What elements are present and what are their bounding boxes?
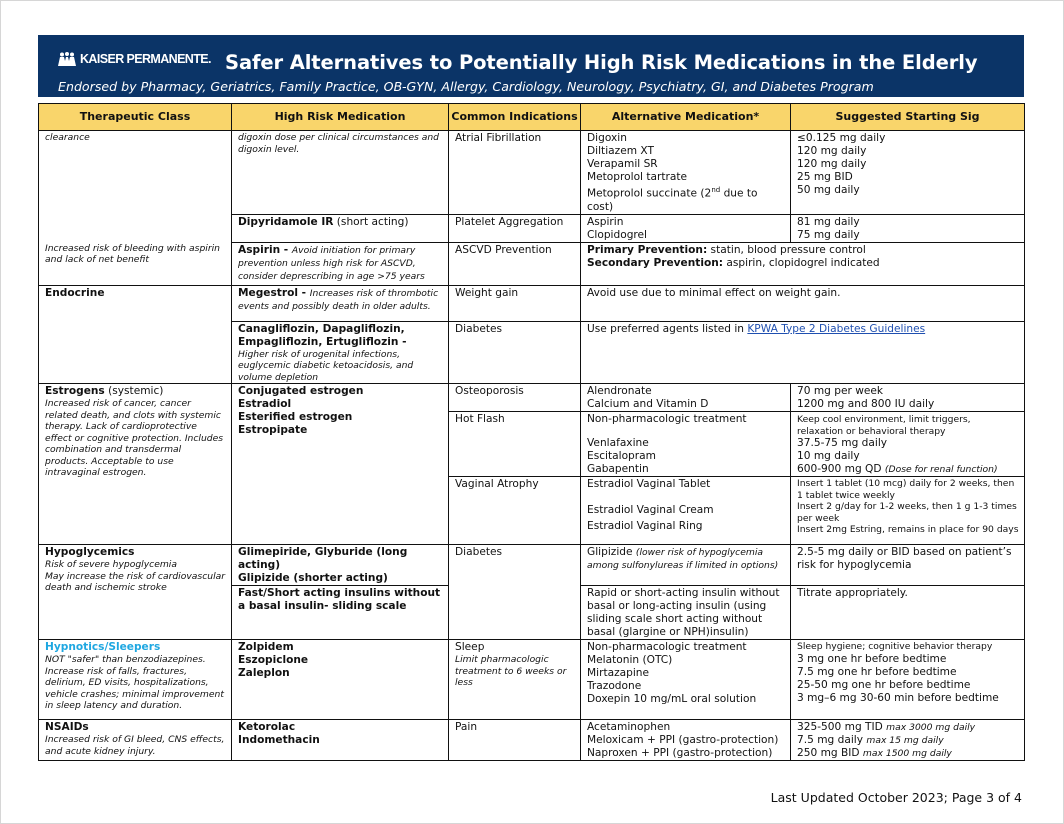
indication-cell: Diabetes <box>449 321 581 384</box>
class-name: Estrogens <box>45 385 105 398</box>
indication-cell: Atrial Fibrillation <box>449 131 581 215</box>
med-name: Esterified estrogen <box>238 411 353 424</box>
med-name: Zolpidem <box>238 641 294 654</box>
therapeutic-class-cell <box>39 640 232 720</box>
alternative-item: Mirtazapine <box>587 667 650 680</box>
class-note: Risk of severe hypoglycemia <box>45 559 177 571</box>
alternative-cell <box>581 412 791 477</box>
sig-item: Sleep hygiene; cognitive behavior therapy <box>797 641 993 653</box>
med-name: Zaleplon <box>238 667 290 680</box>
label: Primary Prevention: <box>587 243 708 256</box>
therapeutic-class-cell <box>39 545 232 640</box>
high-risk-med-cell <box>232 285 449 321</box>
alt-text: due to cost) <box>587 187 758 213</box>
primary-prevention <box>587 244 1019 257</box>
alternative-item: Gabapentin <box>587 463 649 476</box>
sig-item: ≤0.125 mg daily <box>797 132 886 144</box>
sig-item: 25-50 mg one hr before bedtime <box>797 678 971 691</box>
alternative-item: Venlafaxine <box>587 437 649 450</box>
sig-cell: Titrate appropriately. <box>791 586 1025 640</box>
document-header <box>38 35 1024 97</box>
sig-note: (Dose for renal function) <box>884 464 998 476</box>
alternative-item: Doxepin 10 mg/mL oral solution <box>587 693 757 706</box>
alternative-item: Clopidogrel <box>587 228 648 241</box>
alternative-item: Estradiol Vaginal Cream <box>587 504 714 517</box>
alternative-item: Aspirin <box>587 215 624 228</box>
class-note: May increase the risk of cardiovascular death and ischemic stroke <box>45 570 226 594</box>
high-risk-med-cell: Fast/Short acting insulins without a basal insulin- sliding scale <box>232 586 449 640</box>
indication-cell: ASCVD Prevention <box>449 242 581 285</box>
sig-cell <box>791 214 1025 242</box>
indication-cell <box>449 640 581 720</box>
sig-item: Insert 1 tablet (10 mcg) daily for 2 weeks, then 1 tablet twice weekly <box>797 478 1015 501</box>
recommendation-cell <box>581 321 1025 384</box>
medication-table <box>38 103 1025 761</box>
indication-cell: Weight gain <box>449 285 581 321</box>
med-name: Dipyridamole IR <box>238 215 334 228</box>
indication-cell: Osteoporosis <box>449 384 581 412</box>
med-name: Conjugated estrogen <box>238 385 364 398</box>
indication-cell: Platelet Aggregation <box>449 214 581 242</box>
sig-item: 25 mg BID <box>797 171 853 183</box>
class-name: Hypnotics/Sleepers <box>45 641 161 654</box>
sig-item: 50 mg daily <box>797 184 860 196</box>
med-note: Higher risk of urogenital infections, euglycemic diabetic ketoacidosis, and volume depletion <box>238 348 414 383</box>
table-row <box>39 720 1025 761</box>
alternative-item: Trazodone <box>587 680 642 693</box>
high-risk-med-cell: digoxin dose per clinical circumstances and digoxin level. <box>232 131 449 215</box>
table-row <box>39 545 1025 586</box>
sig-item: 7.5 mg one hr before bedtime <box>797 665 957 678</box>
alternative-item: Verapamil SR <box>587 158 658 170</box>
therapeutic-class-cell <box>39 384 232 545</box>
alternative-item: Naproxen + PPI (gastro-protection) <box>587 747 773 760</box>
sig-cell <box>791 384 1025 412</box>
class-suffix: (systemic) <box>104 385 164 398</box>
column-header: Common Indications <box>449 104 581 131</box>
table-row <box>39 640 1025 720</box>
high-risk-med-cell <box>232 214 449 242</box>
sig-item: 70 mg per week <box>797 385 884 398</box>
med-name: Glimepiride, Glyburide (long acting) <box>238 546 408 572</box>
alternative-cell <box>581 384 791 412</box>
sig-cell <box>791 131 1025 215</box>
high-risk-med-cell <box>232 545 449 586</box>
text: aspirin, clopidogrel indicated <box>723 256 880 269</box>
sig-item: Insert 2mg Estring, remains in place for 90 days <box>797 524 1019 536</box>
high-risk-med-cell <box>232 720 449 761</box>
sig-item: 3 mg–6 mg 30-60 min before bedtime <box>797 691 999 704</box>
alternative-cell <box>581 640 791 720</box>
alternative-item: Acetaminophen <box>587 721 671 734</box>
indication-cell: Pain <box>449 720 581 761</box>
therapeutic-class-cell <box>39 720 232 761</box>
page-subtitle: Endorsed by Pharmacy, Geriatrics, Family Practice, OB-GYN, Allergy, Cardiology, Neurology, Psychiatry, GI, and Diabetes Program <box>58 79 874 94</box>
alternative-item: Diltiazem XT <box>587 145 654 157</box>
therapeutic-class-cell: Endocrine <box>39 285 232 384</box>
class-note: Increased risk of GI bleed, CNS effects, and acute kidney injury. <box>45 734 225 757</box>
high-risk-med-cell <box>232 321 449 384</box>
alternative-item: Estradiol Vaginal Ring <box>587 520 703 533</box>
alternative-item: Non-pharmacologic treatment <box>587 641 747 654</box>
alternative-cell <box>581 720 791 761</box>
sig-note: max 3000 mg daily <box>886 722 976 734</box>
indication-cell: Hot Flash <box>449 412 581 477</box>
sig-item: 75 mg daily <box>797 228 860 241</box>
sig-note: max 1500 mg daily <box>862 748 952 760</box>
class-name: NSAIDs <box>45 721 89 734</box>
people-logo-icon <box>58 52 76 66</box>
alternative-item: Melatonin (OTC) <box>587 654 673 667</box>
column-header: Alternative Medication* <box>581 104 791 131</box>
med-note: Increases risk of thrombotic events and possibly death in older adults. <box>238 287 439 312</box>
sig-item: Keep cool environment, limit triggers, relaxation or behavioral therapy <box>797 414 971 437</box>
sig-item: 37.5-75 mg daily <box>797 437 888 450</box>
column-header: High Risk Medication <box>232 104 449 131</box>
alternative-cell: Rapid or short-acting insulin without basal or long-acting insulin (using sliding scale short acting without basal (glargine or NPH)insulin) <box>581 586 791 640</box>
logo-text: KAISER PERMANENTE. <box>80 52 211 66</box>
sig-item: 1200 mg and 800 IU daily <box>797 398 935 411</box>
sig-item: 81 mg daily <box>797 215 860 228</box>
alternative-item <box>587 184 785 214</box>
sig-text: 250 mg BID <box>797 747 863 760</box>
sig-note: max 15 mg daily <box>866 735 944 747</box>
sig-text: 325-500 mg TID <box>797 721 887 734</box>
indication-note: Limit pharmacologic treatment to 6 weeks or less <box>455 654 567 689</box>
class-note: Increased risk of bleeding with aspirin and lack of net benefit <box>45 242 220 265</box>
med-name: Canagliflozin, Dapagliflozin, Empagliflozin, Ertugliflozin - <box>238 322 407 348</box>
therapeutic-class-cell <box>39 131 232 286</box>
class-note: NOT "safer" than benzodiazepines. Increase risk of falls, fractures, delirium, ED visits, hospitalizations, vehicle crashes; minimal improvement in sleep latency and duration. <box>45 654 224 712</box>
sig-cell <box>791 720 1025 761</box>
med-name: Estropipate <box>238 424 308 437</box>
alt-note: (lower risk of hypoglycemia among sulfonylureas if limited in options) <box>587 547 779 572</box>
alternative-cell <box>581 214 791 242</box>
med-name: Megestrol - <box>238 286 310 299</box>
med-name: Eszopiclone <box>238 654 309 667</box>
label: Secondary Prevention: <box>587 256 724 269</box>
med-name: Ketorolac <box>238 721 296 734</box>
column-header: Suggested Starting Sig <box>791 104 1025 131</box>
recommendation-cell <box>581 242 1025 285</box>
sig-item <box>797 721 1019 734</box>
table-header-row <box>39 104 1025 131</box>
alternative-item: Digoxin <box>587 132 627 144</box>
alternative-item: Estradiol Vaginal Tablet <box>587 478 711 491</box>
alternative-cell <box>581 545 791 586</box>
column-header: Therapeutic Class <box>39 104 232 131</box>
sig-cell: 2.5-5 mg daily or BID based on patient’s risk for hypoglycemia <box>791 545 1025 586</box>
diabetes-guidelines-link[interactable]: KPWA Type 2 Diabetes Guidelines <box>747 322 926 335</box>
page-title: Safer Alternatives to Potentially High Risk Medications in the Elderly <box>225 51 978 74</box>
high-risk-med-cell <box>232 242 449 285</box>
med-note: Avoid initiation for primary prevention unless high risk for ASCVD, consider deprescribing in age >75 years <box>238 244 425 282</box>
sig-item <box>797 747 1019 760</box>
sig-cell <box>791 640 1025 720</box>
page-footer: Last Updated October 2023; Page 3 of 4 <box>770 790 1022 805</box>
indication-text: Sleep <box>455 641 485 654</box>
text: statin, blood pressure control <box>707 243 866 256</box>
alt-text: Metoprolol succinate (2 <box>587 187 712 200</box>
high-risk-med-cell <box>232 384 449 545</box>
indication-cell: Diabetes <box>449 545 581 640</box>
med-name: Estradiol <box>238 398 292 411</box>
alternative-cell <box>581 477 791 545</box>
med-name: Aspirin - <box>238 243 292 256</box>
class-note: clearance <box>45 132 90 143</box>
alternative-item: Metoprolol tartrate <box>587 171 688 183</box>
sig-item: Insert 2 g/day for 1-2 weeks, then 1 g 1-3 times per week <box>797 501 1017 524</box>
sig-item: 3 mg one hr before bedtime <box>797 652 947 665</box>
sig-cell <box>791 412 1025 477</box>
alternative-cell <box>581 131 791 215</box>
class-name: Hypoglycemics <box>45 546 135 559</box>
sig-text: 7.5 mg daily <box>797 734 867 747</box>
table-row <box>39 384 1025 412</box>
text: Use preferred agents listed in <box>587 322 748 335</box>
alternative-item: Escitalopram <box>587 450 656 463</box>
sig-text: 600-900 mg QD <box>797 463 882 476</box>
table-row <box>39 131 1025 215</box>
alt-text: Glipizide <box>587 546 636 559</box>
sig-item: 120 mg daily <box>797 145 867 157</box>
secondary-prevention <box>587 257 1019 270</box>
sig-cell <box>791 477 1025 545</box>
table-row <box>39 285 1025 321</box>
sig-item <box>797 734 1019 747</box>
med-name: Indomethacin <box>238 734 320 747</box>
indication-cell: Vaginal Atrophy <box>449 477 581 545</box>
sig-item: 10 mg daily <box>797 450 860 463</box>
recommendation-cell: Avoid use due to minimal effect on weight gain. <box>581 285 1025 321</box>
alternative-item: Alendronate <box>587 385 652 398</box>
med-name: Glipizide (shorter acting) <box>238 572 388 585</box>
sig-item <box>797 463 1019 476</box>
alternative-item: Meloxicam + PPI (gastro-protection) <box>587 734 779 747</box>
med-suffix: (short acting) <box>333 215 409 228</box>
sig-item: 120 mg daily <box>797 158 867 170</box>
alternative-item: Calcium and Vitamin D <box>587 398 709 411</box>
kaiser-permanente-logo <box>58 52 211 66</box>
alternative-item: Non-pharmacologic treatment <box>587 413 747 426</box>
class-note: Increased risk of cancer, cancer related death, and clots with systemic therapy. Lack of cardioprotective effect or cognitive protection. Includes combination and transdermal products. Acceptable to use intravaginal estrogen. <box>45 398 224 479</box>
superscript: nd <box>711 186 721 194</box>
high-risk-med-cell <box>232 640 449 720</box>
